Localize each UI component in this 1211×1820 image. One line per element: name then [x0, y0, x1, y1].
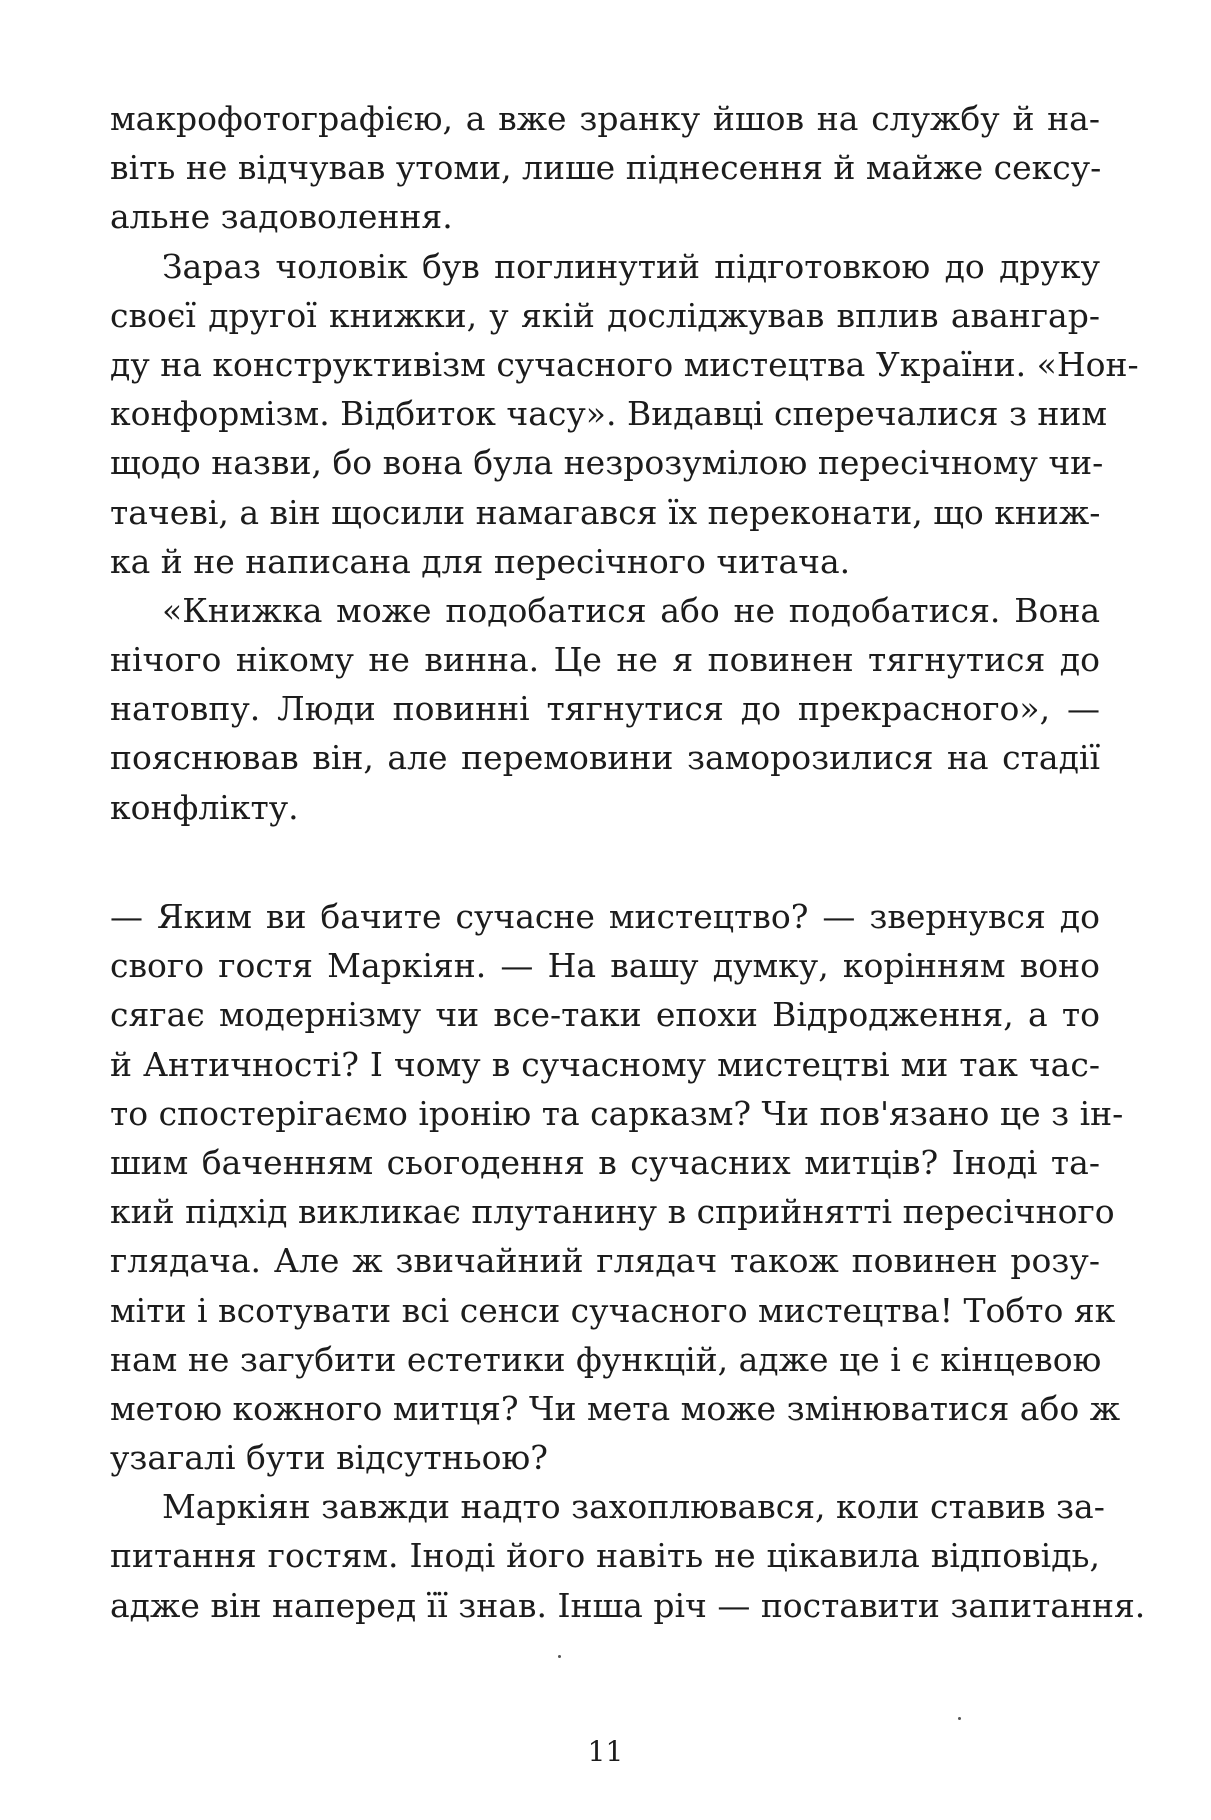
text-line: щодо назви, бо вона була незрозумілою пересічному чи- — [110, 443, 1104, 483]
text-line: міти і всотувати всі сенси сучасного мистецтва! Тобто як — [110, 1290, 1116, 1330]
text-line: узагалі бути відсутньою? — [110, 1438, 548, 1478]
text-line: адже він наперед її знав. Інша річ — поставити запитання. — [110, 1585, 1146, 1625]
text-line: — Яким ви бачите сучасне мистецтво? — звернувся до — [110, 897, 1100, 936]
text-line: Маркіян завжди надто захоплювався, коли ставив за- — [162, 1487, 1105, 1527]
text-block-bottom — [110, 892, 1146, 1630]
text-line: глядача. Але ж звичайний глядач також повинен розу- — [110, 1241, 1100, 1281]
text-line: Зараз чоловік був поглинутий підготовкою до друку — [162, 246, 1100, 286]
text-line: нам не загубити естетики функцій, адже це і є кінцевою — [110, 1339, 1102, 1379]
print-speck — [958, 1717, 961, 1720]
text-line: тачеві, а він щосили намагався їх переконати, що книж- — [110, 492, 1101, 532]
text-line: натовпу. Люди повинні тягнутися до прекрасного», — — [110, 689, 1100, 729]
text-line: альне задоволення. — [110, 197, 453, 237]
print-speck — [558, 1655, 561, 1658]
text-line: нічого нікому не винна. Це не я повинен тягнутися до — [110, 640, 1100, 680]
text-line: віть не відчував утоми, лише піднесення й майже сексу- — [110, 148, 1102, 188]
page-number: 11 — [587, 1735, 624, 1768]
text-line: й Античності? І чому в сучасному мистецтві ми так час- — [110, 1044, 1100, 1084]
text-line: конфлікту. — [110, 787, 299, 827]
text-line: свого гостя Маркіян. — На вашу думку, корінням воно — [110, 946, 1100, 986]
text-line: пояснював він, але перемовини заморозилися на стадії — [110, 738, 1100, 778]
text-line: конформізм. Відбиток часу». Видавці сперечалися з ним — [110, 394, 1108, 434]
text-line: ка й не написана для пересічного читача. — [110, 541, 851, 581]
text-line: метою кожного митця? Чи мета може змінюватися або ж — [110, 1388, 1121, 1428]
text-line: то спостерігаємо іронію та сарказм? Чи пов'язано це з ін- — [110, 1093, 1124, 1133]
text-line: сягає модернізму чи все-таки епохи Відродження, а то — [110, 995, 1100, 1035]
text-block-top — [110, 94, 1139, 832]
text-line: кий підхід викликає плутанину в сприйнятті пересічного — [110, 1192, 1115, 1232]
text-line: питання гостям. Іноді його навіть не цікавила відповідь, — [110, 1536, 1100, 1576]
text-line: своєї другої книжки, у якій досліджував вплив авангар- — [110, 295, 1100, 335]
text-line: макрофотографією, а вже зранку йшов на службу й на- — [110, 99, 1100, 138]
text-line: ду на конструктивізм сучасного мистецтва України. «Нон- — [110, 344, 1139, 384]
text-line: шим баченням сьогодення в сучасних митців? Іноді та- — [110, 1142, 1100, 1182]
text-line: «Книжка може подобатися або не подобатися. Вона — [162, 590, 1100, 630]
